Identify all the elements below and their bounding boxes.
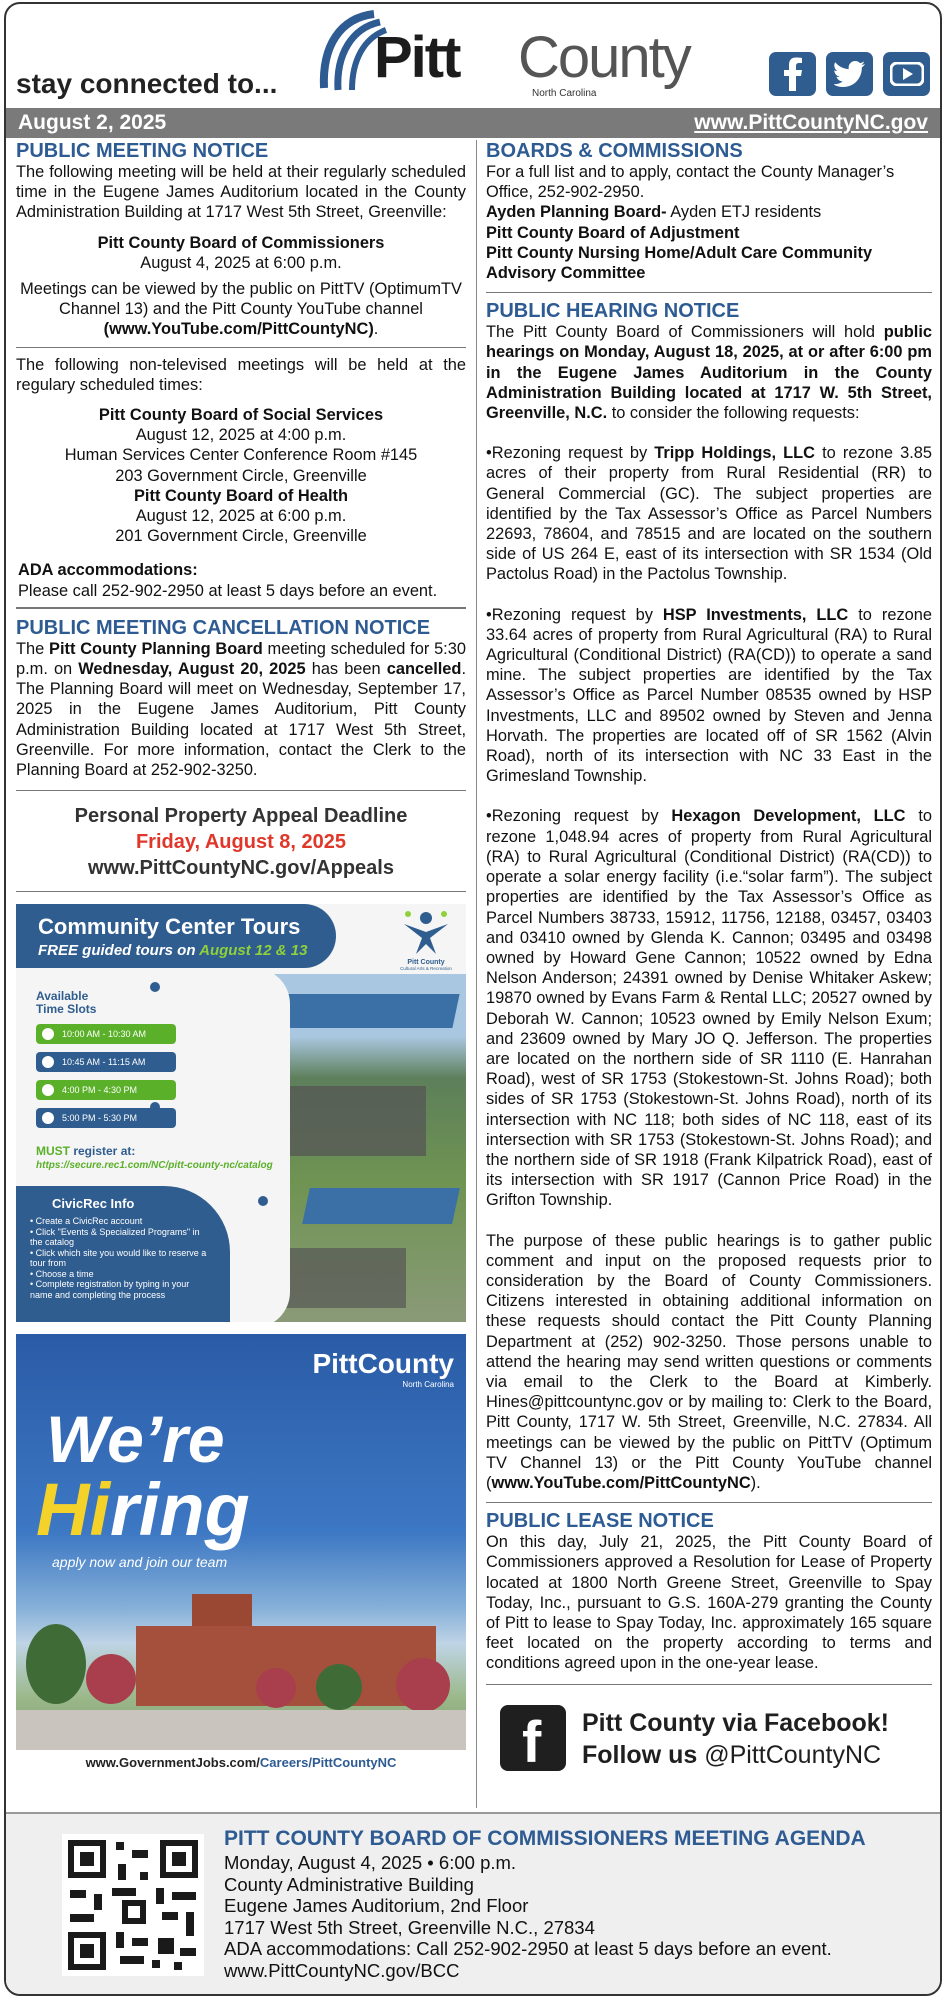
applicant-name: Hexagon Development, LLC [671, 807, 906, 826]
ada-text: Please call 252-902-2950 at least 5 days before an event. [18, 581, 438, 600]
text-run: The [16, 639, 50, 658]
social-services-time: August 12, 2025 at 4:00 p.m. [135, 426, 347, 445]
text-run: •Rezoning request by [486, 807, 672, 826]
jobs-url[interactable] [16, 1750, 466, 1776]
facebook-line: Pitt County via Facebook! [582, 1708, 889, 1737]
qr-module [118, 1864, 126, 1880]
qr-module [120, 1956, 144, 1964]
facebook-icon: f [500, 1705, 566, 1771]
available-label [36, 990, 96, 1016]
logo-county: County [518, 25, 690, 90]
agenda-line: ADA accommodations: Call 252-902-2950 at least 5 days before an event. [224, 1938, 832, 1959]
must-word: MUST [36, 1144, 70, 1159]
time-slot[interactable] [36, 1080, 176, 1100]
spacer [486, 585, 932, 605]
health-time: August 12, 2025 at 6:00 p.m. [135, 507, 347, 526]
qr-module [172, 1892, 196, 1900]
youtube-link[interactable]: (www.YouTube.com/PittCountyNC) [103, 320, 374, 339]
agenda-title: PITT COUNTY BOARD OF COMMISSIONERS MEETING AGENDA [224, 1827, 866, 1850]
community-center-photo [266, 974, 466, 1322]
spacer [486, 786, 932, 806]
civicrec-step: • Complete registration by typing in your name and completing the process [30, 1279, 210, 1300]
tree [86, 1654, 136, 1704]
stay-connected-text: stay connected to... [16, 68, 278, 99]
health-address: 201 Government Circle, Greenville [115, 527, 367, 546]
hiring-logo-text: PittCounty [312, 1348, 454, 1380]
jobs-url-colored: Careers/PittCountyNC [259, 1755, 397, 1771]
subtitle-text: FREE guided tours on [38, 942, 200, 960]
right-column [486, 140, 932, 1777]
available-word: Available [36, 989, 89, 1004]
divider [16, 347, 466, 348]
social-services-board: Pitt County Board of Social Services [98, 406, 384, 425]
rezoning-request-2 [486, 605, 932, 787]
agenda-line: County Administrative Building [224, 1873, 474, 1895]
person-figure-icon [394, 910, 458, 954]
tree [396, 1658, 450, 1712]
nursing-home-committee: Pitt County Nursing Home/Adult Care Community Advisory Committee [486, 243, 873, 283]
issue-date: August 2, 2025 [18, 111, 167, 134]
text-run: to rezone 1,048.94 acres of property from Rural Agricultural (RA) to Rural Agricultural (Conditional District) (RA(CD)) to operate a solar energy facility (i.e.“solar farm”). The subject properties are identified by the Tax Assessor’s Office as Parcel Numbers 38733, 15912, 11756, 12188, 03457, 03403 and 03410 owned by Glenda K. Cannon; 03495 and 03498 owned by Howard Gene Cannon; 10522 owned by Edna Nelson Anderson; 24391 owned by Denise Whitaker Askew; 19870 owned by Evans Farm & Rental LLC; 20527 owned by Deborah W. Cannon; 10523 owned by Emily Nelson Exum; and 23609 owned by Mary JO Q. Jefferson. The properties are located on the northern side of SR 1110 (E. Hanrahan Road), west of SR 1753 (Stokestown-St. Johns Road); both sides of SR 1753 (Stokestown-St. Johns Road), north of its intersection with NC 118; both sides of NC 118, east of its intersection with SR 1753 (Stokestown-St. Johns Road); and the northern side of SR 1918 (Frank Kilpatrick Road), east of its intersection with SR 1917 (Cannon Price Road) in the Grifton Township. [486, 807, 932, 1210]
apply-text: apply now and join our team [52, 1554, 228, 1571]
qr-module [70, 1890, 86, 1898]
logo-text: Pitt County [407, 959, 445, 967]
social-services-room: Human Services Center Conference Room #145 [64, 446, 418, 465]
hiring-ad[interactable] [16, 1334, 466, 1776]
register-url[interactable]: https://secure.rec1.com/NC/pitt-county-nc/catalog [36, 1160, 273, 1172]
section-title: PUBLIC LEASE NOTICE [486, 1510, 714, 1533]
qr-module [158, 1938, 174, 1954]
civicrec-step: • Click which site you would like to reserve a tour from [30, 1248, 210, 1269]
divider [486, 292, 932, 293]
qr-module [116, 1842, 124, 1850]
applicant-name: Tripp Holdings, LLC [654, 444, 816, 463]
agenda-line: 1717 West 5th Street, Greenville N.C., 27834 [224, 1916, 595, 1938]
agenda-footer [6, 1812, 942, 1996]
agenda-line: Monday, August 4, 2025 • 6:00 p.m. [224, 1852, 517, 1873]
youtube-icon[interactable] [883, 52, 930, 96]
ada-title: ADA accommodations: [18, 561, 198, 580]
public-lease-notice [486, 1510, 932, 1673]
health-board: Pitt County Board of Health [134, 486, 348, 505]
hearing-intro [486, 322, 932, 423]
appeal-title: Personal Property Appeal Deadline [74, 805, 408, 828]
appeal-url[interactable]: www.PittCountyNC.gov/Appeals [88, 857, 394, 880]
qr-align-inner [128, 1906, 140, 1918]
text-run: The purpose of these public hearings is to gather public comment and input on the proposed requests prior to consideration by the Board of County Commissioners. Citizens interested in obtaining additional information on these requests should contact the Pitt County Planning Department at (252) 902-3250. Those persons unable to attend the hearing may send written questions or comments via email to the Clerk to the Board at Kimberly. Hines@pittcountync.gov or by mailing to: Clerk to the Board, Pitt County, 1717 W. 5th Street, Greenville, N.C. 27834. All meetings can be viewed by the public on PittTV (Optimum TV Channel 13) or the Pitt County YouTube channel ( [486, 1231, 932, 1492]
road [16, 1710, 466, 1750]
agenda-text [224, 1826, 866, 1981]
viewing-body: Meetings can be viewed by the public on PittTV (OptimumTV Channel 13) and the Pitt County YouTube channel [20, 280, 462, 319]
building-roof [302, 1188, 460, 1224]
divider [486, 1502, 932, 1503]
qr-module [132, 1850, 148, 1858]
time-slot[interactable] [36, 1024, 176, 1044]
qr-module [162, 1912, 178, 1920]
hi-letters: Hi [36, 1468, 110, 1552]
check-icon [42, 1084, 54, 1096]
website-link[interactable]: www.PittCountyNC.gov [694, 111, 928, 134]
slot-time: 10:45 AM - 11:15 AM [62, 1057, 146, 1068]
planning-board-name: Pitt County Planning Board [49, 639, 263, 658]
text-run: ). [750, 1473, 761, 1492]
date-bar [6, 108, 940, 138]
civicrec-title: CivicRec Info [52, 1196, 135, 1212]
hiring-logo [312, 1348, 454, 1389]
tree [316, 1664, 362, 1710]
logo-subtext: Cultural Arts & Recreation [400, 966, 452, 972]
qr-module [116, 1932, 124, 1948]
cancelled-date: Wednesday, August 20, 2025 [78, 660, 306, 679]
left-column [16, 140, 466, 1776]
text-run: meeting scheduled for 5:30 p.m. on [16, 639, 466, 679]
text-run: •Rezoning request by [486, 444, 655, 463]
civicrec-step: • Choose a time [30, 1269, 210, 1280]
civicrec-steps [30, 1216, 210, 1300]
jobs-url-plain: www.GovernmentJobs.com/ [85, 1755, 260, 1771]
ayden-board-desc: Ayden ETJ residents [666, 203, 822, 222]
facebook-icon[interactable] [769, 52, 816, 96]
text-run: . The Planning Board will meet on Wednesday, September 17, 2025 in the Eugene James Auditorium, Pitt County Administration Building located at 1717 West 5th Street, Greenville. For more information, contact the Clerk to the Planning Board at 252-902-3250. [16, 660, 466, 780]
header [6, 4, 940, 108]
section-title: BOARDS & COMMISSIONS [486, 140, 743, 162]
cultural-arts-logo [394, 910, 458, 972]
rezoning-request-1 [486, 443, 932, 584]
text-run: to consider the following requests: [607, 404, 860, 423]
time-slot[interactable] [36, 1108, 176, 1128]
pitt-county-logo[interactable] [314, 10, 690, 102]
hiring-text [36, 1470, 250, 1550]
decor-dot [150, 982, 160, 992]
civicrec-step: • Click "Events & Specialized Programs" in the catalog [30, 1227, 210, 1248]
tours-title: Community Center Tours [38, 914, 301, 940]
spacer [486, 423, 932, 443]
text-run: to rezone 33.64 acres of property from Rural Agricultural (RA) to Rural Agricultural (Conditional District) (RA(CD)) to operate a sand mine. The subject properties are identified by the Tax Assessor’s Office as Parcel Number 08535 owned by HSP Investments, LLC and 89502 owned by Steven and Jenna Horvath. The properties are located off of SR 1562 (Alvin Road), north of its intersection with NC 33 East in the Grimesland Township. [486, 605, 932, 786]
facebook-follow[interactable] [486, 1685, 932, 1777]
logo-pitt: Pitt [374, 25, 460, 90]
section-title: PUBLIC MEETING NOTICE [16, 140, 269, 162]
boards-intro: For a full list and to apply, contact the County Manager’s Office, 252-902-2950. [486, 163, 895, 202]
text-run: to rezone 3.85 acres of their property from Rural Residential (RR) to General Commercial (GC). The subject properties are identified by the Tax Assessor’s Office as Parcel Numbers 22693, 78604, and 78515 and are located on the southern side of US 264 E, east of its intersection with SR 1534 (Old Pactolus Road) in the Pactolus Township. [486, 444, 932, 584]
qr-module [140, 1872, 148, 1880]
column-divider [476, 140, 477, 1808]
rezoning-request-3 [486, 806, 932, 1210]
qr-module [70, 1914, 94, 1922]
slot-time: 5:00 PM - 5:30 PM [62, 1113, 138, 1124]
ring-letters: ring [110, 1468, 250, 1552]
civicrec-info-box [16, 1186, 230, 1322]
follow-us: Follow us [582, 1740, 698, 1769]
cancellation-notice [16, 617, 466, 780]
content-columns [6, 140, 942, 1808]
logo-state: North Carolina [532, 88, 597, 99]
hearing-purpose [486, 1231, 932, 1494]
newspaper-page [4, 2, 942, 1996]
qr-module [94, 1894, 102, 1910]
qr-finder-core [80, 1944, 94, 1958]
agenda-url[interactable]: www.PittCountyNC.gov/BCC [224, 1959, 460, 1981]
boards-commissions [486, 140, 932, 283]
divider [16, 790, 466, 791]
agenda-line: Eugene James Auditorium, 2nd Floor [224, 1895, 529, 1916]
ayden-board [486, 202, 932, 222]
qr-module [156, 1888, 164, 1904]
time-slot[interactable] [36, 1052, 176, 1072]
youtube-link[interactable]: www.YouTube.com/PittCountyNC [491, 1473, 751, 1492]
hiring-logo-sub: North Carolina [402, 1380, 454, 1390]
slot-time: 10:00 AM - 10:30 AM [62, 1029, 147, 1040]
qr-module [174, 1962, 182, 1970]
divider [16, 607, 466, 609]
viewing-text: Meetings can be viewed by the public on PittTV (OptimumTV Channel 13) and the Pitt County YouTube channel (www.YouTube.com/PittCountyNC). [20, 280, 462, 339]
board-of-adjustment: Pitt County Board of Adjustment [486, 223, 740, 242]
civicrec-step: • Create a CivicRec account [30, 1216, 210, 1227]
parking-lot [266, 1086, 426, 1156]
meeting-intro: The following meeting will be held at their regularly scheduled time in the Eugene James Auditorium located in the County Administration Building at 1717 West 5th Street, Greenville: [16, 163, 466, 222]
ayden-board-name: Ayden Planning Board- [486, 203, 667, 222]
qr-module [186, 1912, 194, 1936]
qr-code[interactable] [62, 1834, 204, 1976]
text-run: The Pitt County Board of Commissioners will hold [486, 323, 884, 342]
qr-module [112, 1888, 136, 1896]
were-text: We’re [46, 1402, 225, 1477]
decorative-wave [254, 968, 290, 1322]
text-run: •Rezoning request by [486, 605, 663, 624]
section-title: PUBLIC HEARING NOTICE [486, 300, 740, 323]
qr-finder-core [80, 1852, 94, 1866]
public-hearing-notice [486, 300, 932, 1493]
lease-text: On this day, July 21, 2025, the Pitt County Board of Commissioners approved a Resolution for Lease of Property located at 1800 North Greene Street, Greenville to Spay Today, Inc., pursuant to G.S. 160A-279 granting the County of Pitt to lease to Spay Today, Inc. approximately 165 square feet located on the property according to terms and conditions agreed upon in the one-year lease. [486, 1533, 932, 1673]
register-text: register at: [70, 1144, 136, 1159]
appeal-date: Friday, August 8, 2025 [135, 831, 347, 854]
must-register [36, 1144, 135, 1158]
divider [16, 891, 466, 892]
hearing-details: public hearings on Monday, August 18, 2025, at or after 6:00 pm in the Eugene James Auditorium in the County Administration Building located at 1717 W. 5th Street, Greenville, N.C. [486, 323, 932, 423]
text-run: has been [305, 660, 387, 679]
twitter-icon[interactable] [826, 52, 873, 96]
spacer [486, 1211, 932, 1231]
check-icon [42, 1028, 54, 1040]
tree [26, 1624, 86, 1704]
section-title: PUBLIC MEETING CANCELLATION NOTICE [16, 616, 431, 639]
social-links [769, 52, 930, 96]
tree [256, 1668, 296, 1708]
qr-module [152, 1960, 160, 1968]
qr-module [132, 1938, 148, 1946]
facebook-handle: @PittCountyNC [697, 1740, 882, 1769]
board-name: Pitt County Board of Commissioners [97, 233, 385, 252]
tour-dates: August 12 & 13 [199, 942, 308, 960]
nontelevised-intro: The following non-televised meetings will be held at the regulary scheduled times: [16, 355, 466, 394]
appeal-deadline [16, 803, 466, 881]
community-center-tours-ad[interactable] [16, 904, 466, 1322]
time-slots-word: Time Slots [36, 1002, 97, 1017]
check-icon [42, 1112, 54, 1124]
slot-time: 4:00 PM - 4:30 PM [62, 1085, 138, 1096]
board-time: August 4, 2025 at 6:00 p.m. [140, 253, 342, 272]
applicant-name: HSP Investments, LLC [662, 605, 849, 624]
tours-subtitle [38, 942, 307, 959]
follow-line [582, 1741, 881, 1770]
qr-module [180, 1948, 196, 1956]
check-icon [42, 1056, 54, 1068]
cancelled-word: cancelled [386, 660, 462, 679]
building-roof [272, 994, 459, 1028]
qr-finder-core [172, 1852, 186, 1866]
public-meeting-notice [16, 140, 466, 601]
social-services-address: 203 Government Circle, Greenville [115, 466, 367, 485]
cancellation-text [16, 639, 466, 780]
